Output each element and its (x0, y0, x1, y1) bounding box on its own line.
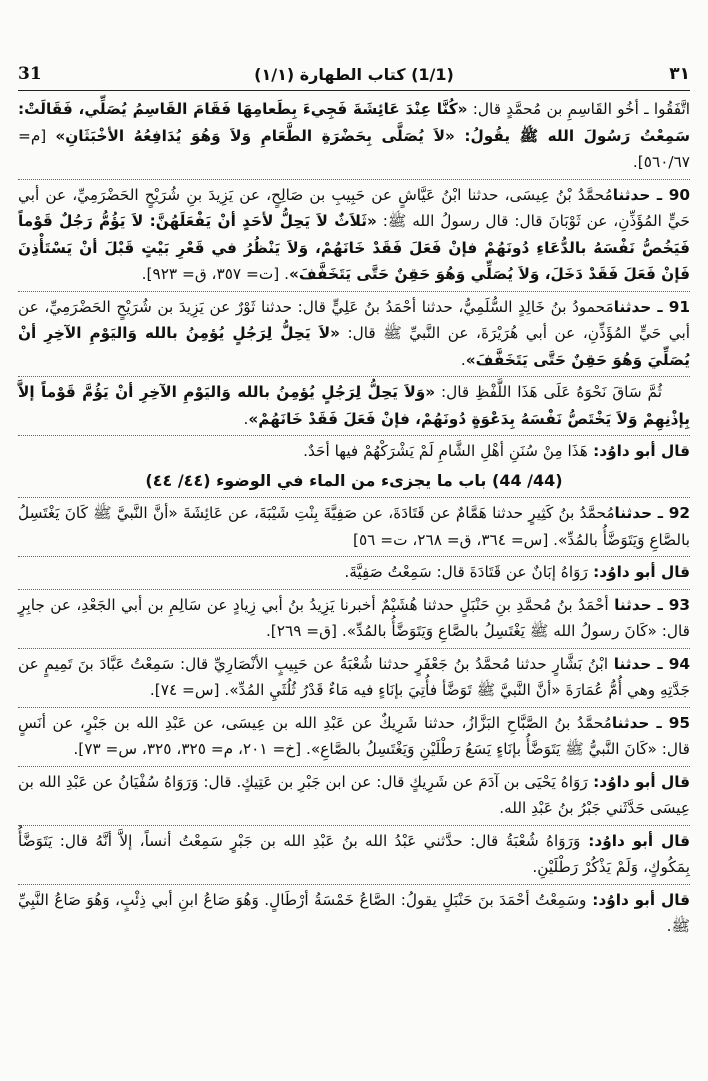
text-run: «أنَّ النَّبيَّ ﷺ كَانَ يَغْتَسِلُ بالصَّاعِ وَيَتَوَضَّأُ بالمُدِّ» (18, 504, 690, 549)
page-number-arabic: ٣١ (669, 64, 690, 84)
text-run: هَذَا مِنْ سُنَنِ أهْلِ الشَّامِ لَمْ يَشْرَكْهُمْ فيها أحَدٌ. (303, 442, 588, 460)
hadith-paragraph (18, 294, 690, 374)
text-run: وَرَوَاهُ شُعْبَةُ قال: حدَّثني عَبْدُ الله بنُ عَبْدِ الله بن جَبْرٍ سَمِعْتُ أنساً، إلاَّ أنَّهُ قال: يَتَوَضَّأُ بِمَكُوكٍ، وَلَمْ يَذْكُرْ رَطْلَيْنِ. (18, 831, 690, 876)
text-run: مُحمَّدُ بنُ الصَّبَّاحِ البَزَّازُ، حدثنا شَرِيكٌ عن عَبْدِ الله بن عِيسَى، عن عَبْدِ الله بن جَبْرٍ، عن أنَسٍ قال: (18, 713, 690, 758)
text-run: قال أبو داوُد: (580, 831, 690, 850)
text-run: [م= ٥٦٠/٦٧]. (18, 126, 690, 171)
text-run: رَوَاهُ إبَانٌ عن قَتَادَةَ قال: سَمِعْتُ صَفِيَّةَ. (344, 563, 588, 581)
paragraph-divider (18, 825, 690, 826)
text-run: . [ق= ٢٦٩]. (265, 622, 347, 640)
paragraph-divider (18, 291, 690, 292)
paragraph-divider (18, 766, 690, 767)
paragraph-divider (18, 376, 690, 377)
hadith-paragraph (18, 887, 690, 940)
hadith-paragraph (18, 651, 690, 704)
text-run: قال أبو داوُد: (586, 890, 690, 909)
text-run: ابْنُ بَشَّارٍ حدثنا مُحمَّدُ بنُ جَعْفَرٍ حدثنا شُعْبَةُ عن حَبِيبٍ الأنْصَارِيِّ قال: سَمِعْتُ عَبَّادَ بنَ تَمِيمٍ عن جَدَّتِهِ وهي أُمُّ عُمَارَةَ (18, 654, 690, 699)
text-run: 90 ـ حدثنا (612, 185, 690, 204)
paragraph-divider (18, 648, 690, 649)
page-body (18, 96, 690, 940)
text-run: 94 ـ حدثنا (613, 654, 690, 673)
hadith-paragraph (18, 710, 690, 763)
text-run: 93 ـ حدثنا (614, 595, 690, 614)
text-run: . (460, 350, 466, 369)
paragraph-divider (18, 497, 690, 498)
text-run: قال أبو داوُد: (587, 772, 690, 791)
text-run: مُحمَّدُ بْنُ عِيسَى، حدثنا ابْنُ عَيَّاشٍ عن حَبِيبِ بن صَالِحٍ، عن يَزِيدَ بنِ شُرَيْحٍ الحَضْرَمِيِّ، عن أبي حَيٍّ المُؤَذِّنِ، عن ثَوْبَانَ قال: قال رسولُ الله ﷺ: (18, 185, 690, 230)
text-run: 91 ـ حدثنا (613, 297, 690, 316)
hadith-paragraph (18, 592, 690, 645)
text-run: 95 ـ حدثنا (611, 713, 690, 732)
text-run: . [س= ٧٤]. (149, 681, 230, 699)
text-run: قال أبو داوُد: (587, 563, 690, 581)
page-header (18, 62, 690, 91)
paragraph-divider (18, 707, 690, 708)
hadith-paragraph (18, 828, 690, 881)
text-run: «كَانَ النَّبيُّ ﷺ يَتَوَضَّأُ بإنَاءٍ يَسَعُ رَطْلَيْنِ وَيَغْتَسِلُ بالصَّاعِ» (310, 740, 657, 758)
text-run: رَوَاهُ يَحْيَى بن آدَمَ عن شَرِيكٍ قال: عن ابن جَبْرِ بن عَتِيكٍ. قال: وَرَوَاهُ سُفْيَانُ عن عَبْدِ الله بن عِيسَى حَدَّثَني جَبْرُ بنُ عَبْدِ الله. (18, 772, 690, 817)
hadith-paragraph (18, 379, 690, 432)
text-run: ثُمَّ سَاقَ نَحْوَهُ عَلَى هَذَا اللَّفْظِ قال: (435, 383, 662, 401)
hadith-paragraph (18, 438, 690, 465)
text-run: «أنَّ النَّبيَّ ﷺ تَوَضَّأ فأُتِيَ بإنَاءٍ فيه مَاءٌ قَدْرُ ثُلُثَيِ المُدِّ» (229, 681, 561, 699)
text-run: اتَّفَقُوا ـ أخُو القَاسِمِ بن مُحمَّدٍ قال: (467, 100, 690, 118)
hadith-paragraph (18, 96, 690, 176)
running-title: (1/1) كتاب الطهارة (١/١) (254, 65, 454, 84)
text-run: «كَانَ رسولُ الله ﷺ يَغْتَسِلُ بالصَّاعِ وَيَتَوَضَّأُ بالمُدِّ» (346, 622, 657, 640)
text-run: وسَمِعْتُ أحْمَدَ بنَ حَنْبَلٍ يقولُ: الصَّاعُ خَمْسَةُ أرْطَالٍ. وَهُوَ صَاعُ ابنِ أبي ذِئْبٍ، وَهُوَ صَاعُ النَّبِيِّ ﷺ. (18, 890, 690, 935)
text-run: «وَلاَ يَحِلُّ لِرَجُلٍ يُؤمِنُ بالله وَاليَوْمِ الآخِرِ أنْ يَؤُمَّ قَوْماً إلاَّ بِإذْنِهِمْ وَلاَ يَخْتَصُّ نَفْسَهُ بِدَعْوَةٍ دُونَهُمْ، فإنْ فَعَلَ فَقَدْ خَانَهُمْ» (18, 383, 690, 428)
text-run: أحْمَدُ بنُ مُحمَّدِ بنِ حَنْبَلٍ حدثنا هُشَيْمٌ أخبرنا يَزِيدُ بنُ أبي زِيادٍ عن سَالِمِ بن أبي الجَعْدِ، عن جابِرٍ قال: (18, 595, 690, 640)
paragraph-divider (18, 435, 690, 436)
text-run: . [ت= ٣٥٧، ق= ٩٢٣]. (141, 265, 289, 283)
hadith-paragraph (18, 559, 690, 586)
hadith-paragraph (18, 769, 690, 822)
chapter-heading (18, 468, 690, 495)
paragraph-divider (18, 556, 690, 557)
text-run: «كُنَّا عِنْدَ عَائِشَةَ فَجِيءَ بِطَعامِهَا فَقَامَ القَاسِمُ يُصَلِّي، فَقَالَتْ: سَمِعْتُ رَسُولَ الله ﷺ يقُولُ: «لاَ يُصَلَّى بِحَضْرَةِ الطَّعَامِ وَلاَ وَهُوَ يُدَافِعُهُ الأخْبَثَانِ» (18, 100, 691, 145)
text-run: «ثَلاَثٌ لاَ يَحِلُّ لأحَدٍ أنْ يَفْعَلَهُنَّ: لاَ يَؤُمُّ رَجُلٌ قَوْماً فَيَخُصُّ نَفْسَهُ بالدُّعَاءِ دُونَهُمْ فإنْ فَعَلَ فَقَدْ خَانَهُمْ، وَلاَ يَنْظُرُ في قَعْرِ بَيْتٍ قَبْلَ أنْ يَسْتَأْذِنَ فَإنْ فَعَلَ فَقَدْ دَخَلَ، وَلاَ يُصَلِّي وَهُوَ حَقِنٌ حَتَّى يَتَخَفَّفَ» (18, 212, 690, 283)
text-run: . [س= ٣٦٤، ق= ٢٦٨، ت= ٥٦] (353, 530, 559, 549)
text-run: مَحمودُ بنُ خَالِدٍ السُّلَمِيُّ، حدثنا أحْمَدُ بنُ عَلِيٍّ قال: حدثنا ثَوْرٌ عن يَزِيدَ بن شُرَيْحٍ الحَضْرَمِيِّ، عن أبي حَيٍّ المُؤَذِّنِ، عن أبي هُرَيْرَةَ، عن النَّبيِّ ﷺ قال: (18, 297, 691, 342)
paragraph-divider (18, 884, 690, 885)
hadith-paragraph (18, 500, 690, 553)
page-number-latin: 31 (18, 64, 42, 84)
text-run: 92 ـ حدثنا (614, 504, 690, 522)
text-run: «لاَ يَحِلُّ لِرَجُلٍ يُؤمِنُ بالله وَاليَوْمِ الآخِرِ أنْ يُصَلِّيَ وَهُوَ حَقِنٌ حَتَّى يَتَخَفَّفَ» (18, 324, 690, 369)
text-run: . [خ= ٢٠١، م= ٣٢٥، ٣٢٥، س= ٧٣]. (73, 740, 311, 758)
paragraph-divider (18, 589, 690, 590)
text-run: مُحمَّدُ بنُ كَثِيرٍ حدثنا هَمَّامٌ عن قَتَادَةَ، عن صَفِيَّةَ بِنْتِ شَيْبَةَ، عن عَائِشَةَ (177, 504, 615, 522)
paragraph-divider (18, 179, 690, 180)
text-run: (44/ 44) باب ما يجزىء من الماء في الوضوء (٤٤/ ٤٤) (145, 470, 563, 490)
text-run: . (243, 409, 249, 428)
text-run: قال أبو داوُد: (587, 442, 690, 460)
hadith-paragraph (18, 182, 690, 288)
